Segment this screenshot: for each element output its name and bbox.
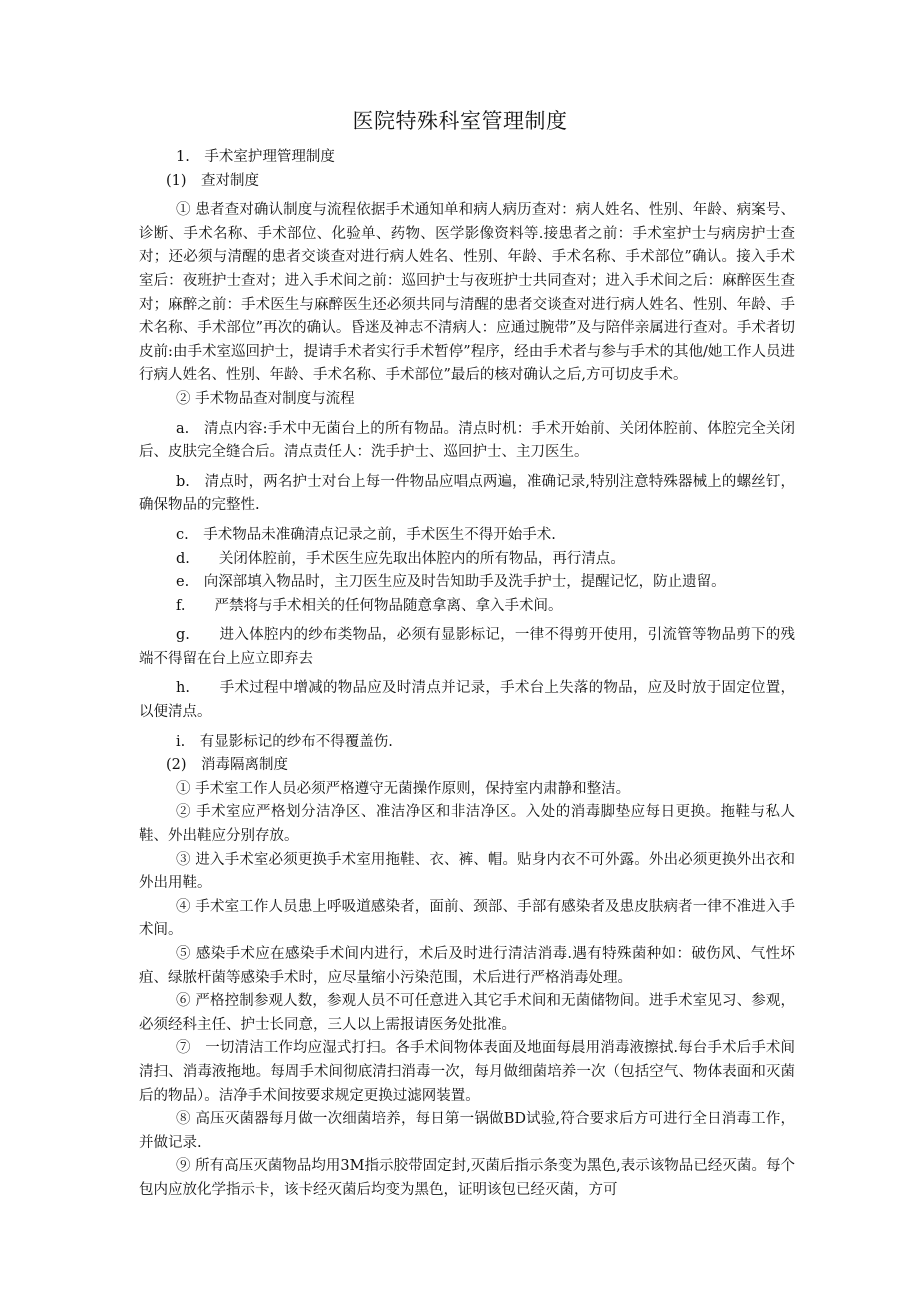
paragraph: ⑨ 所有高压灭菌物品均用3M指示胶带固定封,灭菌后指示条变为黑色,表示该物品已经灭菌。每个包内应放化学指示卡，该卡经灭菌后均变为黑色，证明该包已经灭菌，方可 <box>139 1158 795 1198</box>
list-item: d. 关闭体腔前，手术医生应先取出体腔内的所有物品，再行清点。 <box>176 550 625 567</box>
document-body <box>139 146 795 1203</box>
list-item: e. 向深部填入物品时，主刀医生应及时告知助手及洗手护士，提醒记忆，防止遗留。 <box>176 574 726 591</box>
subsection-heading: (1) 查对制度 <box>166 172 260 189</box>
list-item: h. 手术过程中增减的物品应及时清点并记录，手术台上失落的物品，应及时放于固定位置，以便清点。 <box>139 680 795 721</box>
paragraph: ⑧ 高压灭菌器每月做一次细菌培养，每日第一锅做BD试验,符合要求后方可进行全日消毒工作，并做记录. <box>139 1111 795 1151</box>
paragraph: ① 患者查对确认制度与流程依据手术通知单和病人病历查对：病人姓名、性别、年龄、病案号、诊断、手术名称、手术部位、化验单、药物、医学影像资料等.接患者之前：手术室护士与病房护士查对；还必须与清醒的患者交谈查对进行病人姓名、性别、年龄、手术名称、手术部位”确认。接入手术室后：夜班护士查对；进入手术间之前：巡回护士与夜班护士共同查对；进入手术间之后：麻醉医生查对；麻醉之前：手术医生与麻醉医生还必须共同与清醒的患者交谈查对进行病人姓名、性别、年龄、手术名称、手术部位”再次的确认。昏迷及神志不清病人：应通过腕带”及与陪伴亲属进行查对。手术者切皮前:由手术室巡回护士，提请手术者实行手术暂停”程序，经由手术者与参与手术的其他/她工作人员进行病人姓名、性别、年龄、手术名称、手术部位”最后的核对确认之后,方可切皮手术。 <box>139 202 795 384</box>
paragraph: ② 手术物品查对制度与流程 <box>176 390 355 407</box>
paragraph: ④ 手术室工作人员患上呼吸道感染者，面前、颈部、手部有感染者及患皮肤病者一律不准进入手术间。 <box>139 898 795 939</box>
list-item: c. 手术物品未准确清点记录之前，手术医生不得开始手术. <box>176 526 556 543</box>
section-heading: 1. 手术室护理管理制度 <box>176 149 335 165</box>
list-item: g. 进入体腔内的纱布类物品，必须有显影标记，一律不得剪开使用，引流管等物品剪下的残端不得留在台上应立即弃去 <box>139 627 795 667</box>
subsection-heading: (2) 消毒隔离制度 <box>166 757 289 774</box>
document-title: 医院特殊科室管理制度 <box>352 109 568 133</box>
paragraph: ② 手术室应严格划分洁净区、准洁净区和非洁净区。入处的消毒脚垫应每日更换。拖鞋与私人鞋、外出鞋应分别存放。 <box>139 804 795 845</box>
list-item: f. 严禁将与手术相关的任何物品随意拿离、拿入手术间。 <box>176 597 563 614</box>
paragraph: ③ 进入手术室必须更换手术室用拖鞋、衣、裤、帽。贴身内衣不可外露。外出必须更换外出衣和外出用鞋。 <box>139 851 795 892</box>
paragraph: ⑥ 严格控制参观人数，参观人员不可任意进入其它手术间和无菌储物间。进手术室见习、参观，必须经科主任、护士长同意，三人以上需报请医务处批准。 <box>139 993 795 1033</box>
list-item: a. 清点内容:手术中无菌台上的所有物品。清点时机：手术开始前、关闭体腔前、体腔完全关闭后、皮肤完全缝合后。清点责任人：洗手护士、巡回护士、主刀医生。 <box>139 420 795 461</box>
paragraph: ① 手术室工作人员必须严格遵守无菌操作原则，保持室内肃静和整洁。 <box>176 780 631 797</box>
list-item: b. 清点时，两名护士对台上每一件物品应唱点两遍，准确记录,特别注意特殊器械上的螺丝钉，确保物品的完整性. <box>139 473 795 514</box>
paragraph: ⑦ 一切清洁工作均应湿式打扫。各手术间物体表面及地面每晨用消毒液擦拭.每台手术后手术间清扫、消毒液拖地。每周手术间彻底清扫消毒一次，每月做细菌培养一次（包括空气、物体表面和灭菌后的物品）。洁净手术间按要求规定更换过滤网装置。 <box>139 1040 795 1104</box>
list-item: i. 有显影标记的纱布不得覆盖伤. <box>176 733 393 750</box>
paragraph: ⑤ 感染手术应在感染手术间内进行，术后及时进行清洁消毒.遇有特殊菌种如：破伤风、气性坏疽、绿脓杆菌等感染手术时，应尽量缩小污染范围，术后进行严格消毒处理。 <box>139 946 795 986</box>
